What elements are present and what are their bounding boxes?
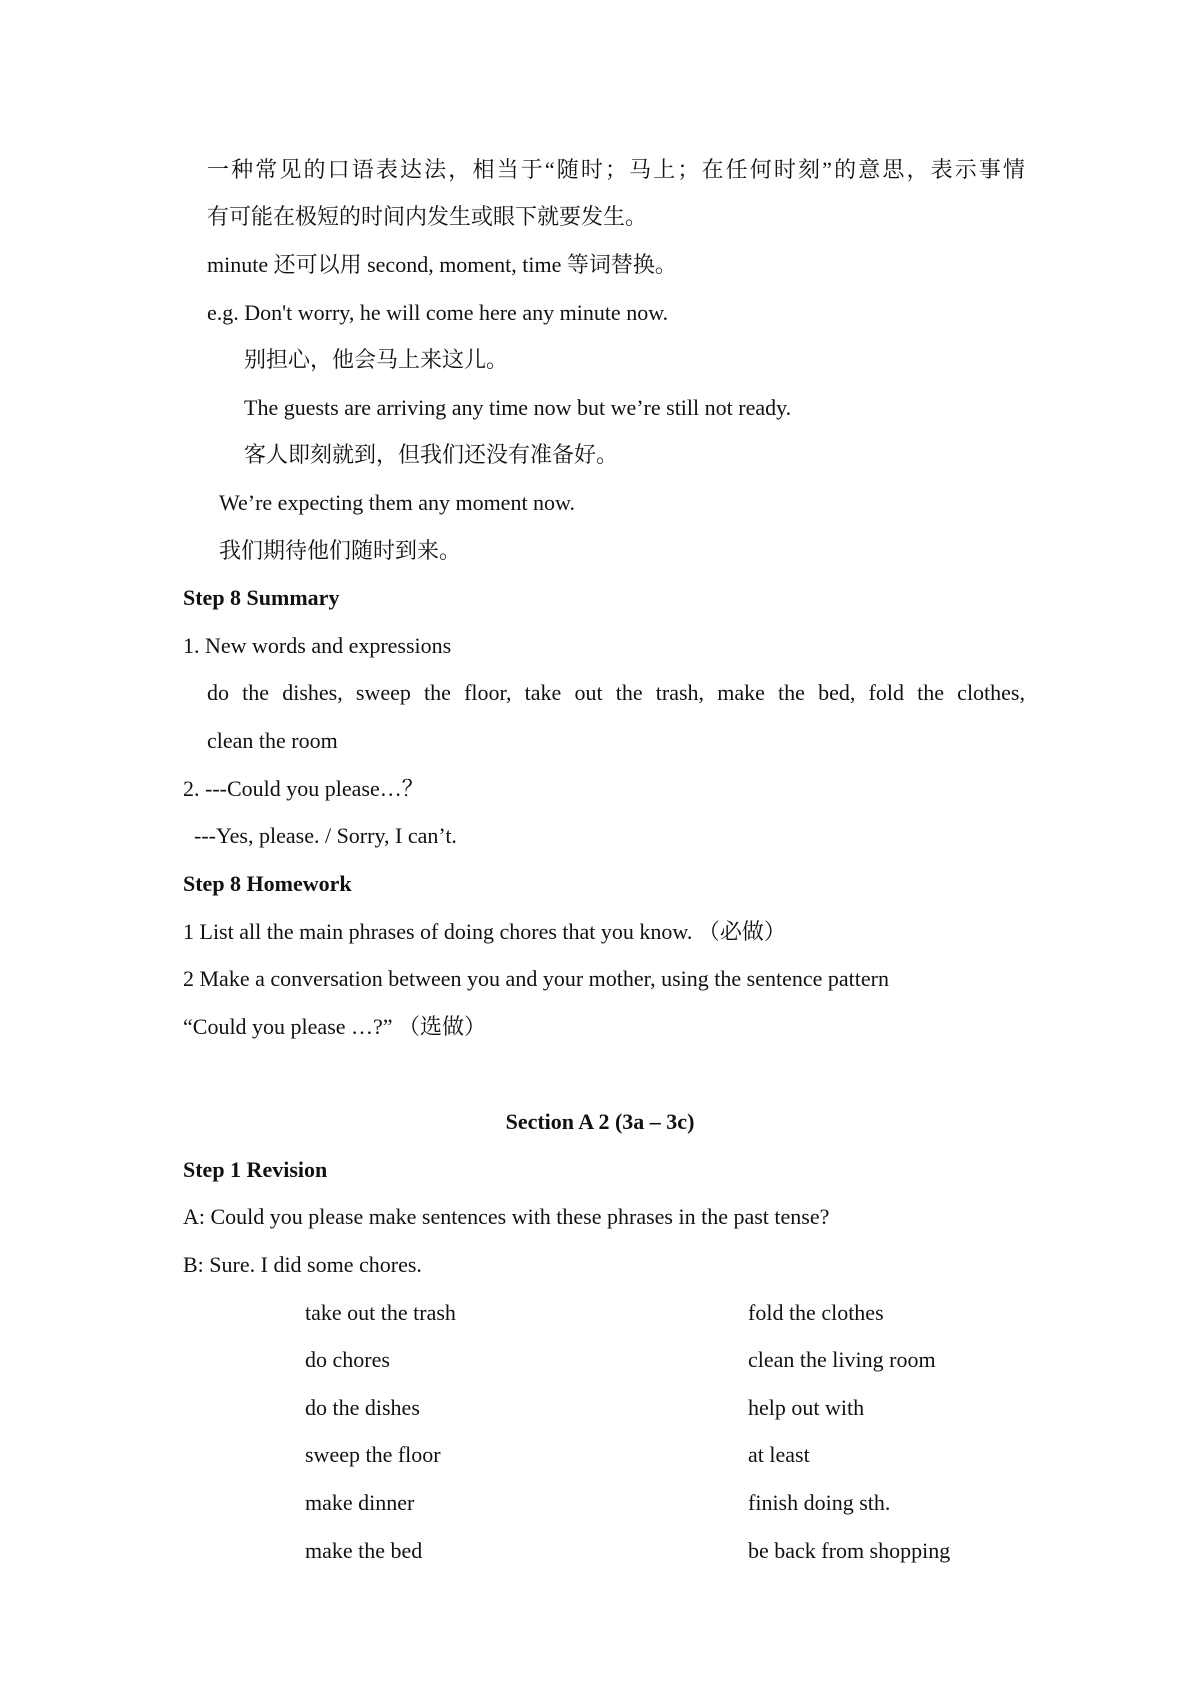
example-sentence: The guests are arriving any time now but we’re still not ready. [244,395,792,420]
phrase-right: at least [748,1442,810,1467]
summary-phrases-line-2: clean the room [207,728,338,753]
phrase-left: sweep the floor [305,1442,441,1467]
phrase-left: make the bed [305,1538,423,1563]
example-line: e.g. Don't worry, he will come here any minute now. [207,300,669,325]
summary-phrases-line-1: do the dishes, sweep the floor, take out the trash, make the bed, fold the clothes, [207,680,1025,705]
phrase-left: make dinner [305,1490,415,1515]
intro-line-2: 有可能在极短的时间内发生或眼下就要发生。 [207,204,648,229]
intro-line-3: minute 还可以用 second, moment, time 等词替换。 [207,252,677,277]
example-translation: 我们期待他们随时到来。 [219,538,462,563]
section-title: Section A 2 (3a – 3c) [505,1109,695,1134]
homework-item-1: 1 List all the main phrases of doing chores that you know. （必做） [183,919,786,944]
dialogue-a-line: A: Could you please make sentences with these phrases in the past tense? [183,1204,830,1229]
example-translation: 别担心，他会马上来这儿。 [244,347,509,372]
homework-item-2-line-1: 2 Make a conversation between you and your mother, using the sentence pattern [183,966,889,991]
summary-item-2-question: 2. ---Could you please…？ [183,776,424,801]
phrase-right: fold the clothes [748,1300,884,1325]
phrase-left: do chores [305,1347,390,1372]
example-translation: 客人即刻就到，但我们还没有准备好。 [244,442,619,467]
summary-item-1: 1. New words and expressions [183,633,452,658]
phrase-left: take out the trash [305,1300,456,1325]
intro-line-1: 一种常见的口语表达法，相当于“随时；马上；在任何时刻”的意思，表示事情 [207,157,1025,182]
example-sentence: We’re expecting them any moment now. [219,490,576,515]
homework-item-2-line-2: “Could you please …?” （选做） [183,1014,487,1039]
phrase-right: clean the living room [748,1347,936,1372]
step1-heading: Step 1 Revision [183,1157,328,1182]
phrase-right: finish doing sth. [748,1490,891,1515]
phrase-right: be back from shopping [748,1538,951,1563]
phrase-right: help out with [748,1395,865,1420]
dialogue-b-line: B: Sure. I did some chores. [183,1252,422,1277]
summary-item-2-answer: ---Yes, please. / Sorry, I can’t. [194,823,457,848]
phrase-left: do the dishes [305,1395,420,1420]
homework-heading: Step 8 Homework [183,871,352,896]
summary-heading: Step 8 Summary [183,585,340,610]
